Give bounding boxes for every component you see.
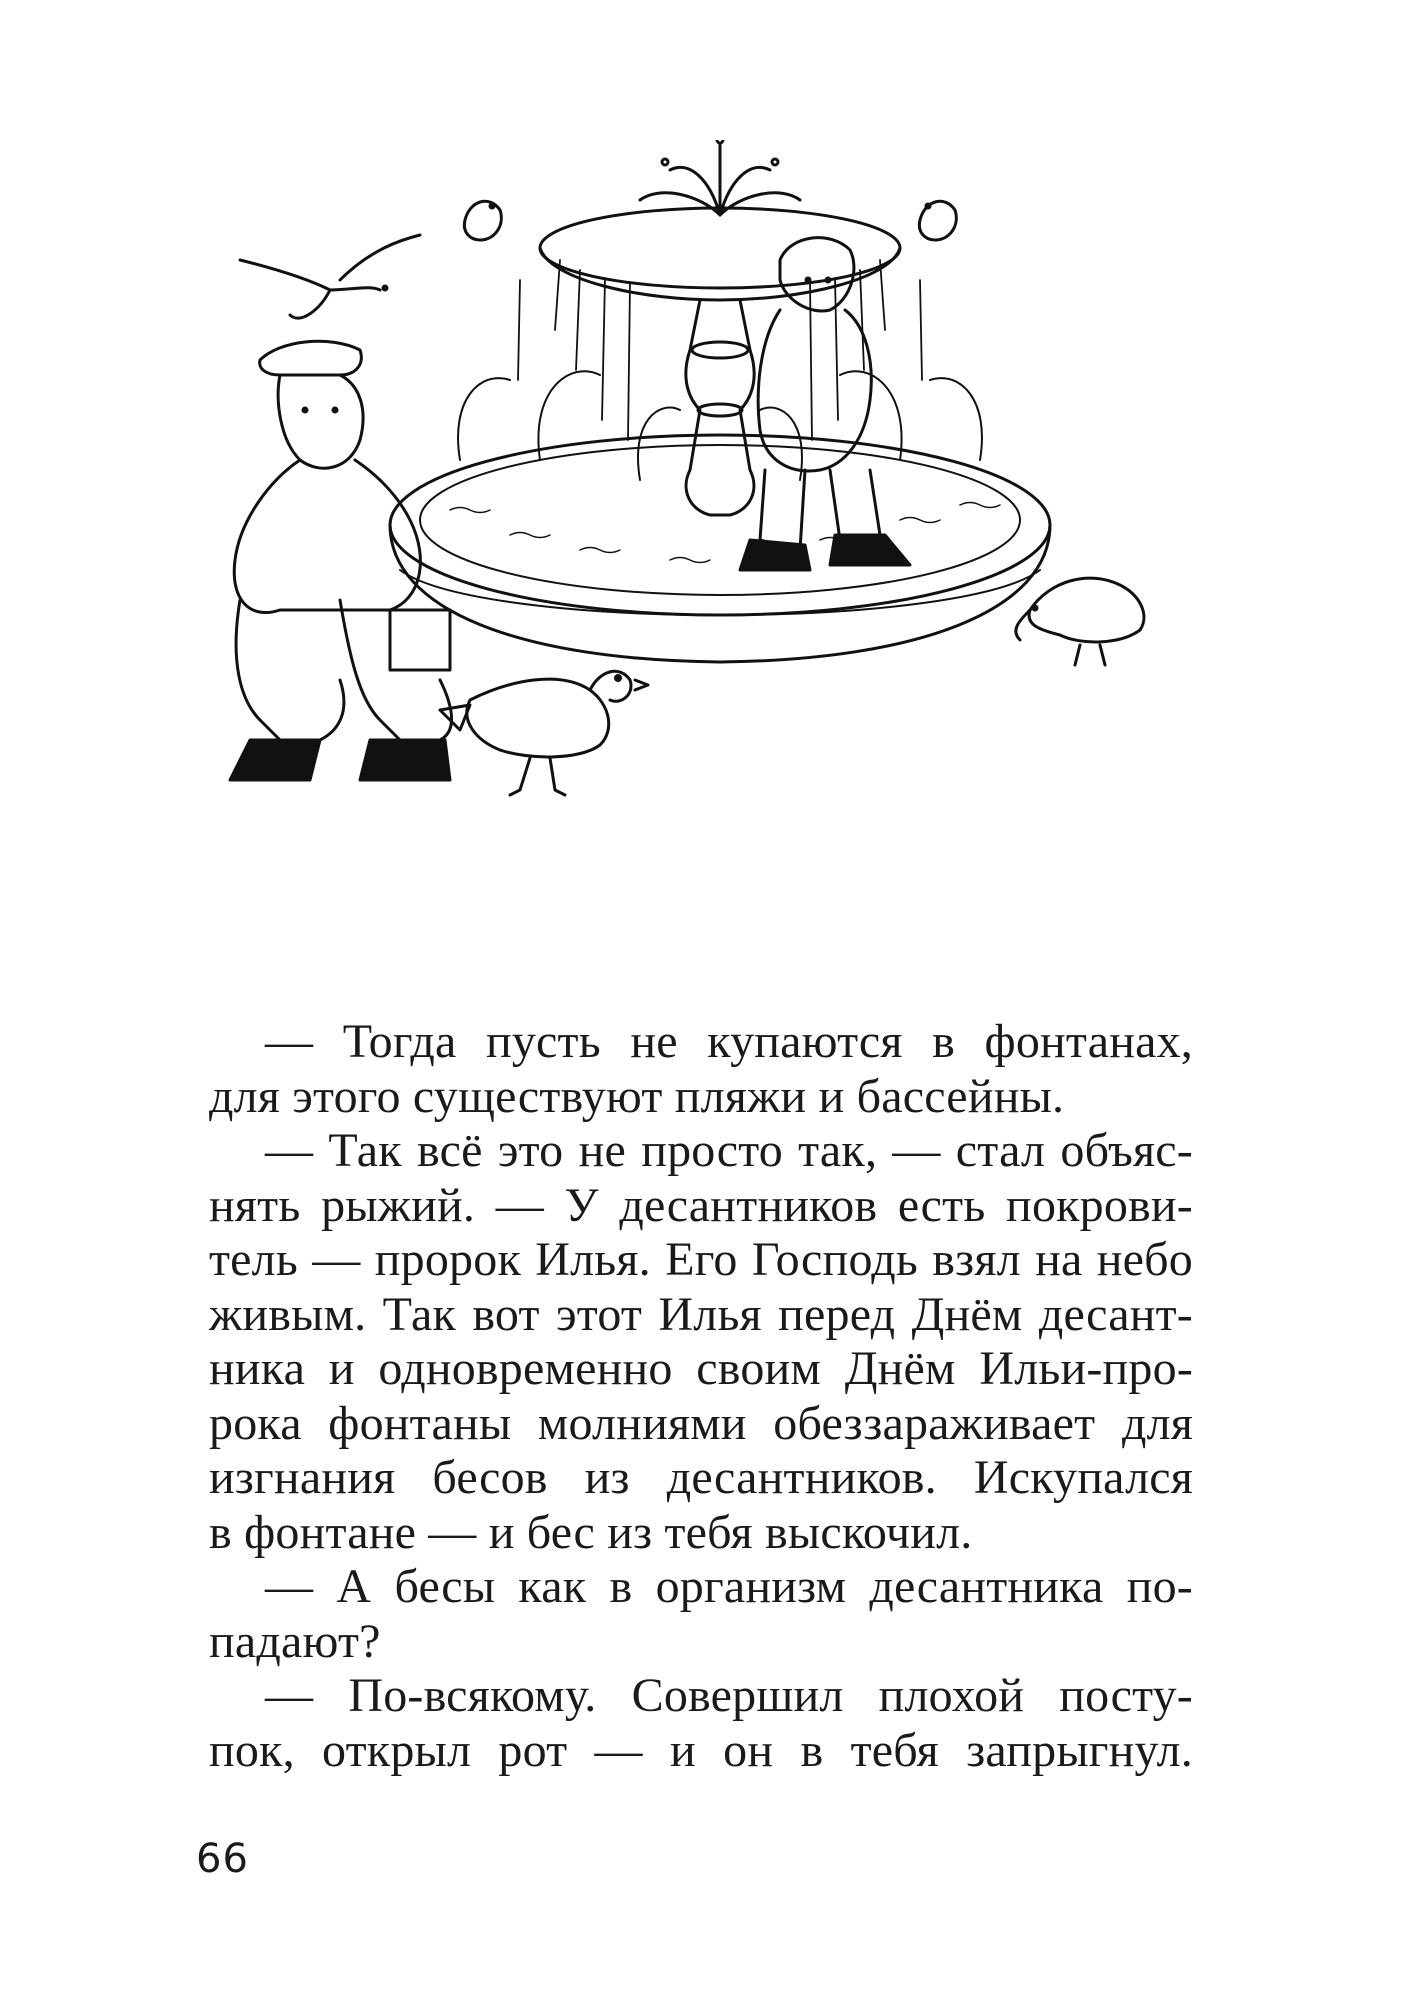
text-line: для этого существуют пляжи и бассейны. [209,1069,1065,1123]
text-line: — Тогда пусть не купаются в фонтанах, [265,1015,1193,1068]
fountain-column [686,300,754,515]
text-line: рока фонтаны молниями обеззараживает для [209,1396,1193,1450]
text-line: пок, открыл рот — и он в тебя запрыгнул. [209,1723,1193,1777]
body-text [209,1015,1193,1778]
pigeon-ground-right [1016,578,1144,665]
flying-pigeon [240,235,420,318]
text-line: тель — пророк Илья. Его Господь взял на небо [209,1233,1193,1286]
fountain-basin-rim [390,435,1050,615]
perched-pigeon-left [464,201,501,240]
text-line: нять рыжий. — У десантников есть покрови- [209,1178,1193,1232]
text-line: падают? [209,1614,381,1668]
perched-pigeon-right [919,201,956,240]
text-line: в фонтане — и бес из тебя выскочил. [209,1505,973,1559]
text-line: ника и одновременно своим Днём Ильи-про- [209,1342,1193,1395]
pigeon-ground-center [440,671,648,795]
text-line: — Так всё это не просто так, — стал объяс- [265,1124,1193,1177]
text-line: — По-всякому. Совершил плохой посту- [265,1669,1193,1722]
text-line: — А бесы как в организм десантника по- [265,1560,1193,1613]
fountain-illustration [220,140,1180,1000]
page-number: 66 [196,1836,249,1882]
text-line: изгнания бесов из десантников. Искупался [209,1451,1193,1504]
text-line: живым. Так вот этот Илья перед Днём десант- [209,1287,1193,1341]
illustration-drawing [220,140,1180,1000]
